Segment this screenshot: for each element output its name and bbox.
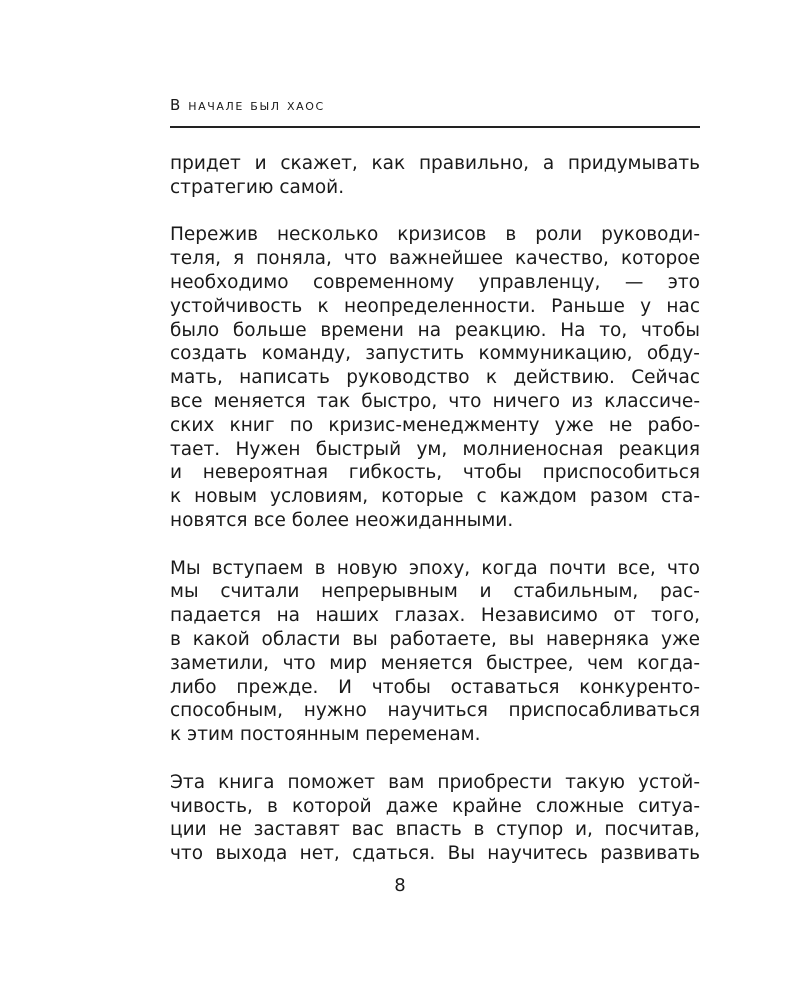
text-line: и невероятная гибкость, чтобы приспособиться — [170, 462, 700, 484]
text-line: ских книг по кризис-менеджменту уже не рабо- — [170, 414, 700, 436]
text-line: мы считали непрерывным и стабильным, рас- — [170, 581, 700, 603]
text-line: тает. Нужен быстрый ум, молниеносная реакция — [170, 438, 700, 460]
paragraph-gap — [170, 200, 700, 224]
text-line: в какой области вы работаете, вы наверняка уже — [170, 628, 700, 650]
text-line: стратегию самой. — [170, 176, 345, 198]
text-line: заметили, что мир меняется быстрее, чем когда- — [170, 652, 700, 674]
text-line: устойчивость к неопределенности. Раньше у нас — [170, 295, 700, 317]
text-line: к этим постоянным переменам. — [170, 724, 481, 746]
header-rule — [170, 126, 700, 128]
paragraph — [170, 152, 700, 200]
paragraph — [170, 557, 700, 747]
running-header: В начале был хаос — [170, 96, 325, 114]
paragraph — [170, 771, 700, 866]
text-line: что выхода нет, сдаться. Вы научитесь развивать — [170, 843, 700, 865]
page-number: 8 — [394, 875, 406, 896]
text-line: ции не заставят вас впасть в ступор и, посчитав, — [170, 819, 700, 841]
text-line: Эта книга поможет вам приобрести такую устой- — [170, 771, 700, 793]
text-line: все меняется так быстро, что ничего из классиче- — [170, 390, 700, 412]
text-line: к новым условиям, которые с каждом разом ста- — [170, 486, 700, 508]
text-line: придет и скажет, как правильно, а придумывать — [170, 153, 700, 174]
text-line: способным, нужно научиться приспосабливаться — [170, 700, 700, 722]
text-line: мать, написать руководство к действию. Сейчас — [170, 367, 700, 389]
text-line: чивость, в которой даже крайне сложные ситуа- — [170, 795, 700, 817]
paragraph-gap — [170, 533, 700, 557]
text-line: падается на наших глазах. Независимо от того, — [170, 605, 700, 627]
text-line: Пережив несколько кризисов в роли руководи- — [170, 224, 700, 246]
text-line: либо прежде. И чтобы оставаться конкуренто- — [170, 676, 700, 698]
text-line: было больше времени на реакцию. На то, чтобы — [170, 319, 700, 341]
text-line: необходимо современному управленцу, — это — [170, 271, 700, 293]
text-line: Мы вступаем в новую эпоху, когда почти все, что — [170, 557, 700, 579]
body-text — [170, 152, 700, 866]
text-line: теля, я поняла, что важнейшее качество, которое — [170, 248, 700, 270]
text-line: создать команду, запустить коммуникацию, обду- — [170, 343, 700, 365]
text-line: новятся все более неожиданными. — [170, 509, 514, 531]
paragraph — [170, 223, 700, 532]
paragraph-gap — [170, 747, 700, 771]
